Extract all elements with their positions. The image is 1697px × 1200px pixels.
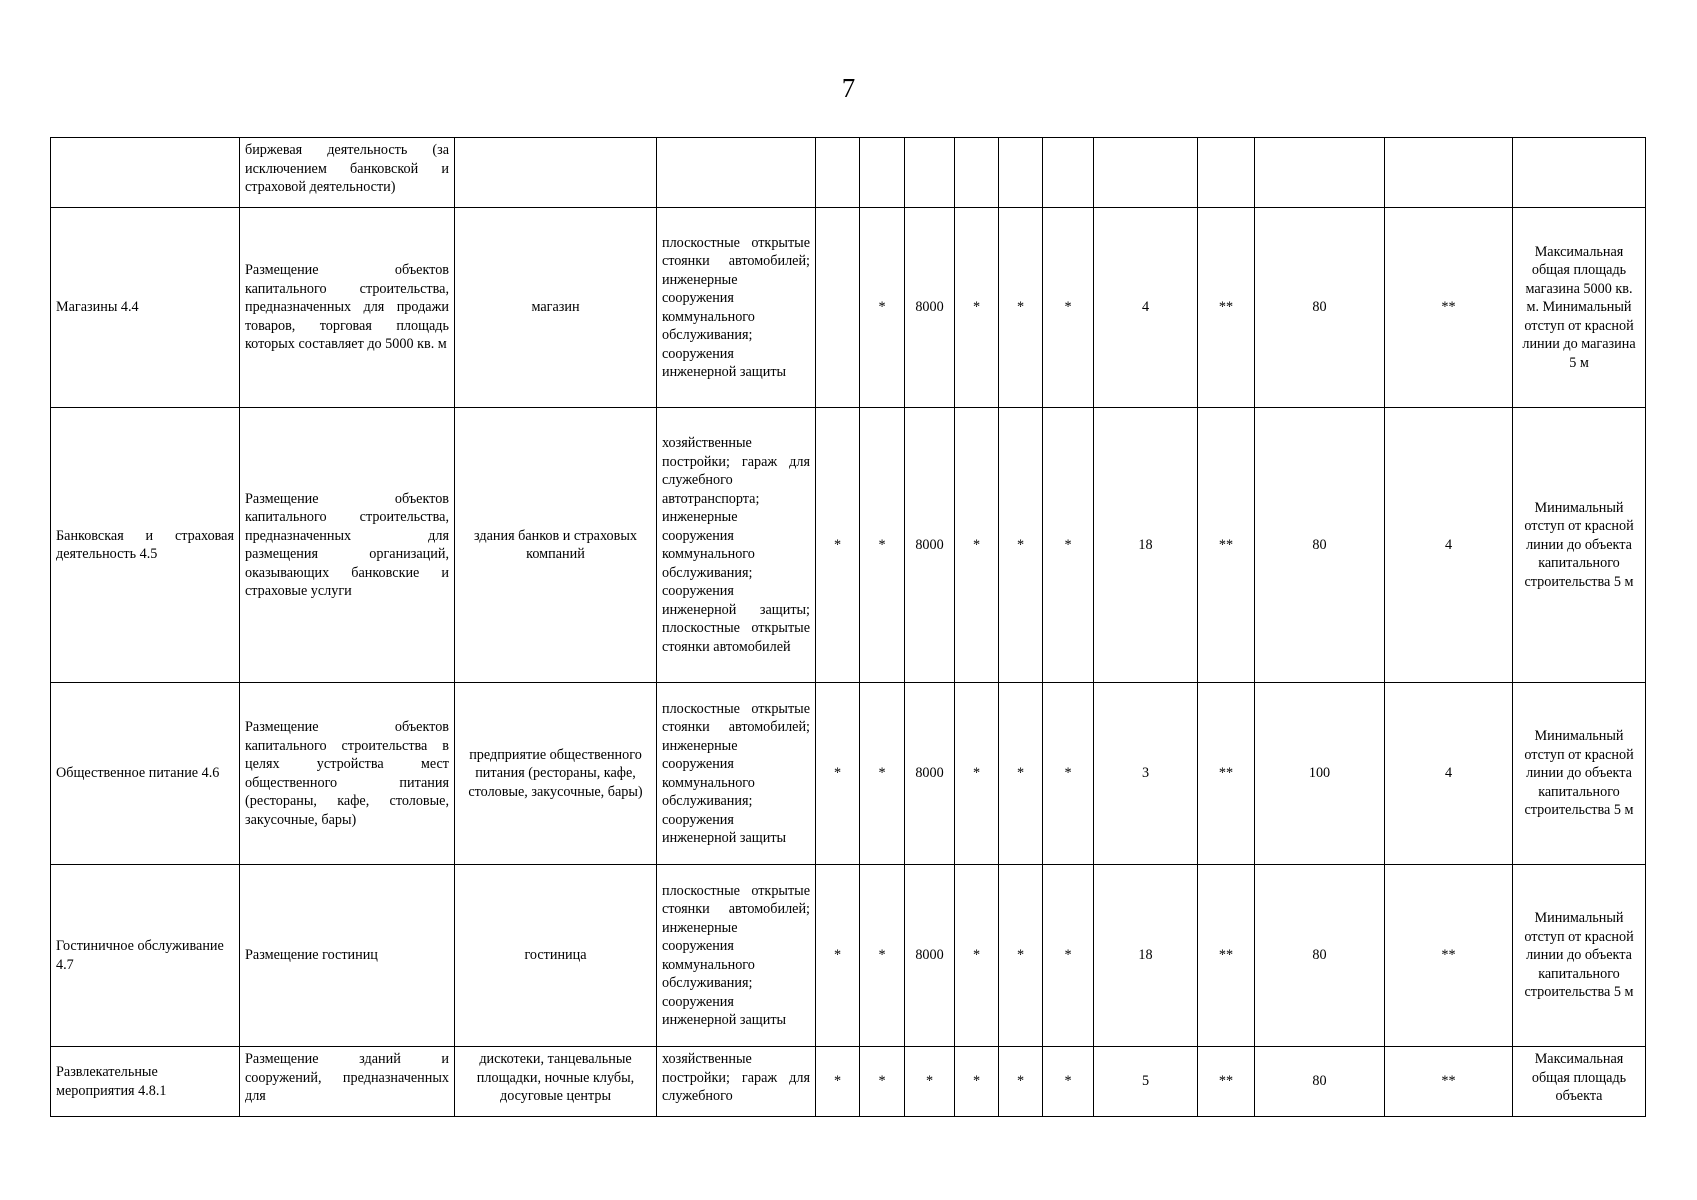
- cell-param-1: *: [816, 1047, 860, 1117]
- cell-param-9: 80: [1255, 408, 1385, 683]
- cell-param-8: **: [1198, 683, 1255, 865]
- cell-auxiliary-objects: [657, 138, 816, 208]
- cell-auxiliary-objects: плоскостные открытые стоянки автомобилей; инженерные сооружения коммунального обслуживания; сооружения инженерной защиты: [657, 683, 816, 865]
- cell-param-2: *: [860, 683, 905, 865]
- cell-param-10: [1385, 138, 1513, 208]
- cell-param-7: 18: [1094, 408, 1198, 683]
- cell-param-1: *: [816, 865, 860, 1047]
- cell-param-8: **: [1198, 865, 1255, 1047]
- cell-param-7: 18: [1094, 865, 1198, 1047]
- table-row: [51, 408, 1646, 683]
- cell-param-5: *: [999, 408, 1043, 683]
- cell-param-4: *: [955, 683, 999, 865]
- table-row: [51, 138, 1646, 208]
- cell-param-5: *: [999, 1047, 1043, 1117]
- cell-param-4: *: [955, 1047, 999, 1117]
- cell-main-objects: [455, 138, 657, 208]
- cell-use-description: Размещение объектов капитального строительства в целях устройства мест общественного питания (рестораны, кафе, столовые, закусочные, бары): [240, 683, 455, 865]
- cell-param-10: **: [1385, 865, 1513, 1047]
- cell-main-objects: гостиница: [455, 865, 657, 1047]
- cell-param-7: 4: [1094, 208, 1198, 408]
- cell-param-4: *: [955, 865, 999, 1047]
- cell-auxiliary-objects: хозяйственные постройки; гараж для служебного: [657, 1047, 816, 1117]
- page-number: 7: [841, 73, 856, 103]
- cell-param-6: *: [1043, 683, 1094, 865]
- zoning-regulations-table: [50, 137, 1646, 1117]
- cell-param-5: *: [999, 683, 1043, 865]
- cell-param-3: 8000: [905, 683, 955, 865]
- cell-main-objects: дискотеки, танцевальные площадки, ночные клубы, досуговые центры: [455, 1047, 657, 1117]
- cell-use-description: Размещение объектов капитального строительства, предназначенных для продажи товаров, торговая площадь которых составляет до 5000 кв. м: [240, 208, 455, 408]
- cell-param-10: 4: [1385, 408, 1513, 683]
- cell-use-description: Размещение гостиниц: [240, 865, 455, 1047]
- cell-main-objects: магазин: [455, 208, 657, 408]
- cell-param-5: *: [999, 865, 1043, 1047]
- cell-param-3: 8000: [905, 865, 955, 1047]
- cell-param-10: 4: [1385, 683, 1513, 865]
- cell-param-8: **: [1198, 408, 1255, 683]
- cell-param-1: [816, 138, 860, 208]
- cell-param-7: 3: [1094, 683, 1198, 865]
- cell-param-6: *: [1043, 208, 1094, 408]
- cell-param-10: **: [1385, 1047, 1513, 1117]
- cell-main-objects: предприятие общественного питания (рестораны, кафе, столовые, закусочные, бары): [455, 683, 657, 865]
- cell-notes: Максимальная общая площадь магазина 5000 кв. м. Минимальный отступ от красной линии до магазина 5 м: [1513, 208, 1646, 408]
- cell-permitted-use: Развлекательные мероприятия 4.8.1: [51, 1047, 240, 1117]
- cell-param-8: **: [1198, 1047, 1255, 1117]
- cell-notes: [1513, 138, 1646, 208]
- cell-auxiliary-objects: хозяйственные постройки; гараж для служебного автотранспорта; инженерные сооружения коммунального обслуживания; сооружения инженерной защиты; плоскостные открытые стоянки автомобилей: [657, 408, 816, 683]
- cell-param-4: *: [955, 208, 999, 408]
- cell-param-5: *: [999, 208, 1043, 408]
- cell-auxiliary-objects: плоскостные открытые стоянки автомобилей; инженерные сооружения коммунального обслуживания; сооружения инженерной защиты: [657, 865, 816, 1047]
- cell-notes: Максимальная общая площадь объекта: [1513, 1047, 1646, 1117]
- table-row: [51, 1047, 1646, 1117]
- cell-permitted-use: [51, 138, 240, 208]
- cell-param-2: *: [860, 208, 905, 408]
- cell-param-10: **: [1385, 208, 1513, 408]
- cell-param-1: *: [816, 683, 860, 865]
- cell-permitted-use: Магазины 4.4: [51, 208, 240, 408]
- cell-use-description: Размещение объектов капитального строительства, предназначенных для размещения организаций, оказывающих банковские и страховые услуги: [240, 408, 455, 683]
- cell-param-7: [1094, 138, 1198, 208]
- cell-param-3: *: [905, 1047, 955, 1117]
- cell-param-6: [1043, 138, 1094, 208]
- cell-param-9: 100: [1255, 683, 1385, 865]
- table-row: [51, 683, 1646, 865]
- cell-main-objects: здания банков и страховых компаний: [455, 408, 657, 683]
- cell-notes: Минимальный отступ от красной линии до объекта капитального строительства 5 м: [1513, 683, 1646, 865]
- cell-param-6: *: [1043, 865, 1094, 1047]
- table-row: [51, 865, 1646, 1047]
- cell-param-4: *: [955, 408, 999, 683]
- cell-use-description: биржевая деятельность (за исключением банковской и страховой деятельности): [240, 138, 455, 208]
- cell-param-8: [1198, 138, 1255, 208]
- cell-param-9: 80: [1255, 208, 1385, 408]
- cell-param-6: *: [1043, 1047, 1094, 1117]
- cell-param-2: *: [860, 1047, 905, 1117]
- cell-param-2: *: [860, 865, 905, 1047]
- cell-auxiliary-objects: плоскостные открытые стоянки автомобилей; инженерные сооружения коммунального обслуживания; сооружения инженерной защиты: [657, 208, 816, 408]
- cell-param-1: [816, 208, 860, 408]
- cell-param-9: 80: [1255, 1047, 1385, 1117]
- table-row: [51, 208, 1646, 408]
- cell-param-5: [999, 138, 1043, 208]
- cell-param-6: *: [1043, 408, 1094, 683]
- cell-notes: Минимальный отступ от красной линии до объекта капитального строительства 5 м: [1513, 865, 1646, 1047]
- cell-param-3: 8000: [905, 208, 955, 408]
- cell-param-9: 80: [1255, 865, 1385, 1047]
- cell-param-2: *: [860, 408, 905, 683]
- cell-use-description: Размещение зданий и сооружений, предназначенных для: [240, 1047, 455, 1117]
- cell-param-3: 8000: [905, 408, 955, 683]
- cell-param-2: [860, 138, 905, 208]
- cell-param-1: *: [816, 408, 860, 683]
- cell-permitted-use: Банковская и страховая деятельность 4.5: [51, 408, 240, 683]
- cell-param-7: 5: [1094, 1047, 1198, 1117]
- cell-notes: Минимальный отступ от красной линии до объекта капитального строительства 5 м: [1513, 408, 1646, 683]
- cell-permitted-use: Общественное питание 4.6: [51, 683, 240, 865]
- cell-permitted-use: Гостиничное обслуживание 4.7: [51, 865, 240, 1047]
- cell-param-8: **: [1198, 208, 1255, 408]
- cell-param-3: [905, 138, 955, 208]
- cell-param-4: [955, 138, 999, 208]
- cell-param-9: [1255, 138, 1385, 208]
